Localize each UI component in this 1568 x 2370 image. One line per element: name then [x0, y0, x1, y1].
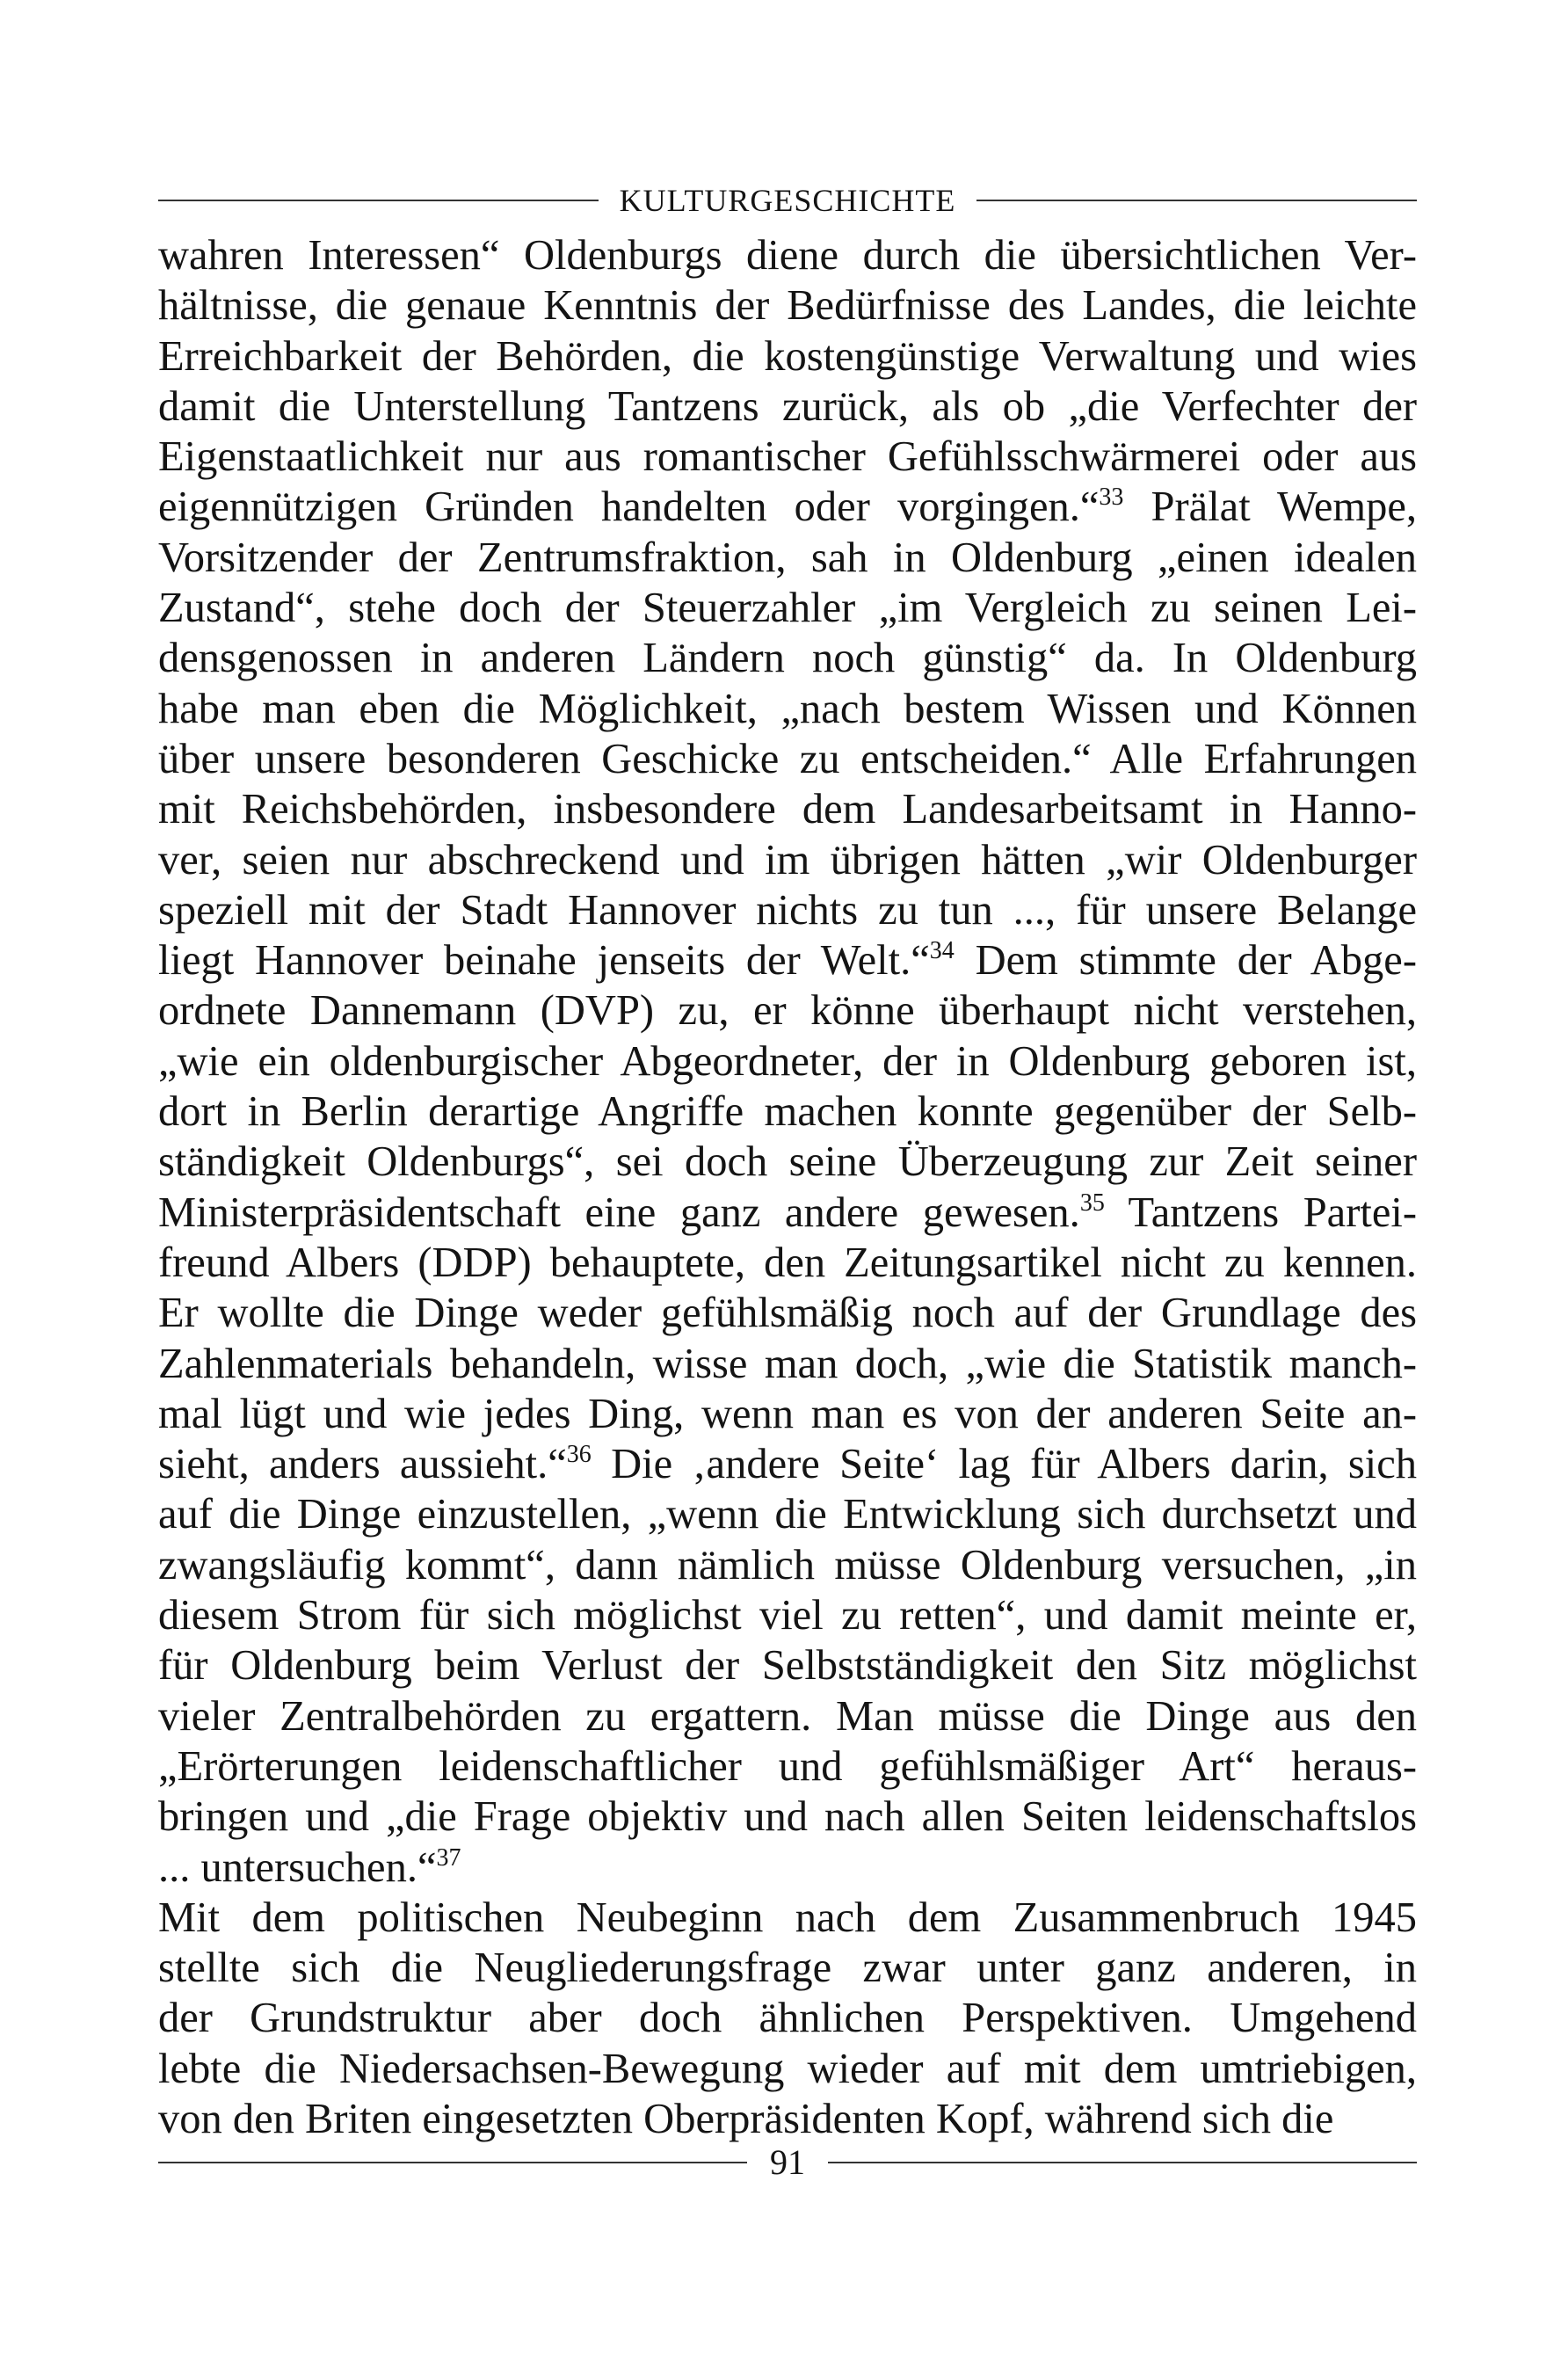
line-text: ordnete Dannemann (DVP) zu, er könne überhaupt nicht verstehen,: [158, 987, 1417, 1035]
line-text: hältnisse, die genaue Kenntnis der Bedürfnisse des Landes, die leichte: [158, 282, 1417, 330]
text-line: [158, 1691, 1417, 1741]
text-line: [158, 1389, 1417, 1439]
text-line: [158, 784, 1417, 834]
line-text: damit die Unterstellung Tantzens zurück, als ob „die Verfechter der: [158, 382, 1417, 430]
line-text: Zahlenmaterials behandeln, wisse man doch, „wie die Statistik manch-: [158, 1340, 1417, 1387]
line-text: stellte sich die Neugliederungsfrage zwar unter ganz anderen, in: [158, 1945, 1417, 1992]
line-text: lebte die Niedersachsen-Bewegung wieder auf mit dem umtriebigen,: [158, 2045, 1417, 2092]
line-text: bringen und „die Frage objektiv und nach allen Seiten leidenschaftslos: [158, 1793, 1417, 1841]
line-text: ver, seien nur abschreckend und im übrigen hätten „wir Oldenburger: [158, 836, 1417, 883]
line-text: Ministerpräsidentschaft eine ganz andere gewesen.: [158, 1189, 1080, 1236]
line-text-continued: Tantzens Partei-: [1104, 1189, 1417, 1236]
text-line: [158, 1993, 1417, 2043]
text-line: [158, 331, 1417, 382]
text-line: [158, 835, 1417, 885]
footer-rule-left: [158, 2162, 747, 2163]
text-line: [158, 583, 1417, 633]
line-text: Mit dem politischen Neubeginn nach dem Zusammenbruch 1945: [158, 1894, 1417, 1941]
text-line: [158, 885, 1417, 935]
body-text: [158, 230, 1417, 2144]
text-line: [158, 432, 1417, 482]
text-line: [158, 1238, 1417, 1288]
footnote-reference: 37: [436, 1843, 461, 1872]
line-text: wahren Interessen“ Oldenburgs diene durch die übersichtlichen Ver-: [158, 232, 1417, 279]
text-line: [158, 482, 1417, 532]
text-line: [158, 1792, 1417, 1842]
line-text: speziell mit der Stadt Hannover nichts zu tun ..., für unsere Belange: [158, 886, 1417, 934]
footnote-reference: 33: [1099, 483, 1124, 512]
line-text: sieht, anders aussieht.“: [158, 1441, 567, 1488]
text-line: [158, 1087, 1417, 1137]
line-text: habe man eben die Möglichkeit, „nach bestem Wissen und Können: [158, 685, 1417, 732]
line-text: Eigenstaatlichkeit nur aus romantischer Gefühlsschwärmerei oder aus: [158, 433, 1417, 481]
text-line: [158, 684, 1417, 734]
line-text: liegt Hannover beinahe jenseits der Welt.“: [158, 937, 930, 985]
line-text: Er wollte die Dinge weder gefühlsmäßig noch auf der Grundlage des: [158, 1290, 1417, 1337]
line-text: ... untersuchen.“: [158, 1843, 437, 1891]
footnote-reference: 35: [1079, 1189, 1105, 1217]
footnote-reference: 34: [929, 937, 955, 965]
line-text: vieler Zentralbehörden zu ergattern. Man müsse die Dinge aus den: [158, 1692, 1417, 1740]
header-rule-right: [976, 200, 1417, 201]
text-line: [158, 633, 1417, 683]
text-line: [158, 1489, 1417, 1539]
text-line: [158, 280, 1417, 331]
line-text: zwangsläufig kommt“, dann nämlich müsse Oldenburg versuchen, „in: [158, 1541, 1417, 1588]
text-line: [158, 1439, 1417, 1489]
line-text-continued: Dem stimmte der Abge-: [954, 937, 1417, 985]
footer-rule-right: [828, 2162, 1417, 2163]
line-text: diesem Strom für sich möglichst viel zu retten“, und damit meinte er,: [158, 1592, 1417, 1639]
line-text: der Grundstruktur aber doch ähnlichen Perspektiven. Umgehend: [158, 1995, 1417, 2042]
text-line: [158, 985, 1417, 1036]
text-line: [158, 382, 1417, 432]
line-text: densgenossen in anderen Ländern noch günstig“ da. In Oldenburg: [158, 635, 1417, 682]
line-text-continued: Die ‚andere Seite‘ lag für Albers darin, sich: [591, 1441, 1417, 1488]
footnote-reference: 36: [566, 1441, 592, 1469]
text-line: [158, 1590, 1417, 1640]
text-line: [158, 230, 1417, 280]
line-text: „wie ein oldenburgischer Abgeordneter, der in Oldenburg geboren ist,: [158, 1037, 1417, 1085]
line-text: „Erörterungen leidenschaftlicher und gefühlsmäßiger Art“ heraus-: [158, 1742, 1417, 1790]
line-text: mit Reichsbehörden, insbesondere dem Landesarbeitsamt in Hanno-: [158, 786, 1417, 833]
header-rule-left: [158, 200, 599, 201]
running-header: [158, 178, 1417, 222]
line-text: ständigkeit Oldenburgs“, sei doch seine Überzeugung zur Zeit seiner: [158, 1138, 1417, 1186]
line-text: freund Albers (DDP) behauptete, den Zeitungsartikel nicht zu kennen.: [158, 1239, 1417, 1286]
text-line: [158, 1640, 1417, 1690]
text-line: [158, 1943, 1417, 1993]
text-line: [158, 1540, 1417, 1590]
text-line: [158, 1843, 1417, 1893]
text-line: [158, 935, 1417, 985]
text-line: [158, 533, 1417, 583]
line-text: eigennützigen Gründen handelten oder vorgingen.“: [158, 483, 1100, 531]
line-text: mal lügt und wie jedes Ding, wenn man es von der anderen Seite an-: [158, 1390, 1417, 1437]
page-footer: [158, 2136, 1417, 2189]
line-text: dort in Berlin derartige Angriffe machen konnte gegenüber der Selb-: [158, 1088, 1417, 1136]
text-line: [158, 1893, 1417, 1943]
page-number: 91: [770, 2142, 805, 2182]
line-text: Zustand“, stehe doch der Steuerzahler „im Vergleich zu seinen Lei-: [158, 585, 1417, 632]
line-text: von den Briten eingesetzten Oberpräsidenten Kopf, während sich die: [158, 2095, 1334, 2142]
line-text: Erreichbarkeit der Behörden, die kostengünstige Verwaltung und wies: [158, 332, 1417, 380]
line-text: für Oldenburg beim Verlust der Selbstständigkeit den Sitz möglichst: [158, 1642, 1417, 1690]
line-text: auf die Dinge einzustellen, „wenn die Entwicklung sich durchsetzt und: [158, 1491, 1417, 1538]
text-line: [158, 1288, 1417, 1338]
text-line: [158, 1036, 1417, 1087]
text-line: [158, 1741, 1417, 1792]
text-line: [158, 1339, 1417, 1389]
text-line: [158, 2044, 1417, 2094]
text-line: [158, 1137, 1417, 1187]
text-line: [158, 1188, 1417, 1238]
line-text: Vorsitzender der Zentrumsfraktion, sah in Oldenburg „einen idealen: [158, 534, 1417, 581]
line-text: über unsere besonderen Geschicke zu entscheiden.“ Alle Erfahrungen: [158, 735, 1417, 782]
header-title: KULTURGESCHICHTE: [619, 183, 956, 218]
text-line: [158, 734, 1417, 784]
line-text-continued: Prälat Wempe,: [1123, 483, 1417, 531]
